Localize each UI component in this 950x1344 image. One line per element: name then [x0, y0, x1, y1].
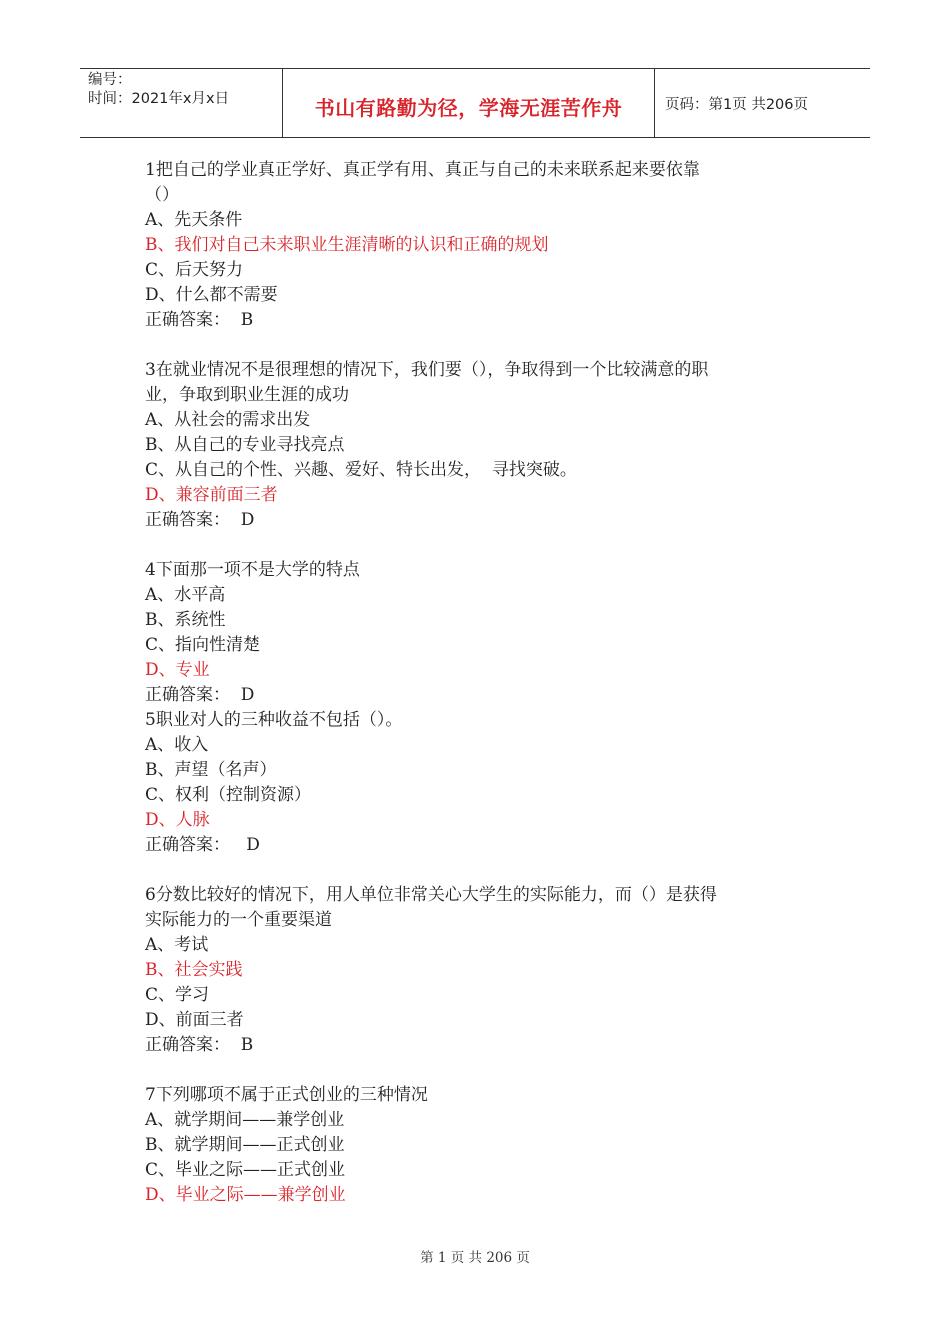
option-a: A、从社会的需求出发 — [145, 410, 311, 430]
option-a: A、就学期间——兼学创业 — [145, 1110, 345, 1130]
option-b: B、系统性 — [145, 610, 226, 630]
option-d-correct: D、兼容前面三者 — [145, 485, 278, 505]
motto: 书山有路勤为径，学海无涯苦作舟 — [314, 95, 623, 120]
question-stem: 5职业对人的三种收益不包括（）。 — [145, 710, 403, 730]
correct-answer: 正确答案： D — [145, 685, 255, 705]
question-list — [145, 158, 825, 1208]
option-c: C、权利（控制资源） — [145, 785, 312, 805]
question-stem: 6分数比较好的情况下，用人单位非常关心大学生的实际能力，而（）是获得 — [145, 885, 717, 905]
option-c: C、学习 — [145, 985, 210, 1005]
option-c: C、从自己的个性、兴趣、爱好、特长出发， 寻找突破。 — [145, 460, 577, 480]
question-block — [145, 158, 825, 333]
question-block — [145, 1083, 825, 1208]
correct-answer: 正确答案： D — [145, 510, 255, 530]
option-a: A、收入 — [145, 735, 209, 755]
option-d: D、前面三者 — [145, 1010, 244, 1030]
question-stem: 4下面那一项不是大学的特点 — [145, 560, 360, 580]
page-footer: 第 1 页 共 206 页 — [420, 1250, 530, 1266]
option-d: D、什么都不需要 — [145, 285, 278, 305]
option-c: C、指向性清楚 — [145, 635, 261, 655]
page-label: 页码：第1页 共206页 — [665, 96, 809, 113]
date-label: 时间：2021年x月x日 — [88, 91, 230, 107]
question-block — [145, 558, 825, 708]
question-block — [145, 358, 825, 533]
option-c: C、毕业之际——正式创业 — [145, 1160, 346, 1180]
question-block — [145, 883, 825, 1058]
correct-answer: 正确答案： B — [145, 310, 254, 330]
option-a: A、考试 — [145, 935, 209, 955]
option-d-correct: D、人脉 — [145, 810, 210, 830]
option-b: B、就学期间——正式创业 — [145, 1135, 345, 1155]
number-label: 编号： — [88, 72, 132, 88]
question-stem: 3在就业情况不是很理想的情况下，我们要（），争取得到一个比较满意的职 — [145, 360, 709, 380]
option-b: B、从自己的专业寻找亮点 — [145, 435, 345, 455]
option-b: B、声望（名声） — [145, 760, 277, 780]
question-stem: 实际能力的一个重要渠道 — [145, 910, 332, 930]
option-b-correct: B、社会实践 — [145, 960, 243, 980]
option-b-correct: B、我们对自己未来职业生涯清晰的认识和正确的规划 — [145, 235, 549, 255]
option-c: C、后天努力 — [145, 260, 244, 280]
option-d-correct: D、毕业之际——兼学创业 — [145, 1185, 346, 1205]
question-stem: （） — [145, 185, 179, 205]
header-meta — [80, 69, 282, 137]
option-a: A、先天条件 — [145, 210, 243, 230]
header-motto-cell — [282, 69, 655, 137]
option-a: A、水平高 — [145, 585, 226, 605]
question-stem: 1把自己的学业真正学好、真正学有用、真正与自己的未来联系起来要依靠 — [145, 160, 700, 180]
correct-answer: 正确答案： D — [145, 835, 260, 855]
question-stem: 业，争取到职业生涯的成功 — [145, 385, 349, 405]
option-d-correct: D、专业 — [145, 660, 210, 680]
page-header — [80, 68, 870, 138]
correct-answer: 正确答案： B — [145, 1035, 254, 1055]
question-stem: 7下列哪项不属于正式创业的三种情况 — [145, 1085, 428, 1105]
question-block — [145, 708, 825, 858]
header-page-cell — [655, 69, 870, 137]
